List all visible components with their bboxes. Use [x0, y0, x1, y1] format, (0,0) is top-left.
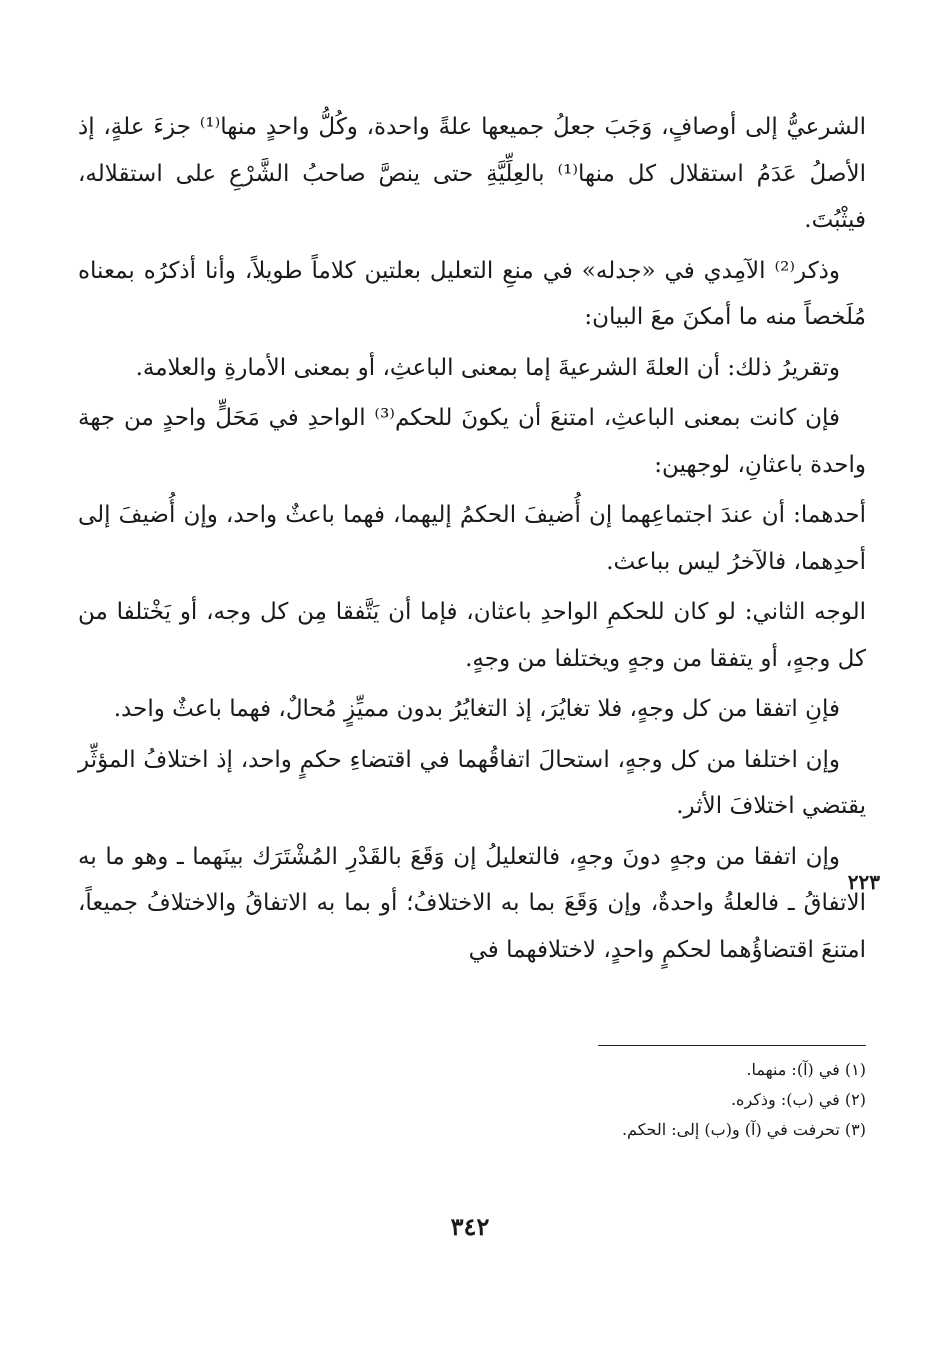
paragraph-8: وإن اختلفا من كل وجهٍ، استحالَ اتفاقُهما في اقتضاءِ حكمٍ واحد، إذ اختلافُ المؤثِّر يقتضي اختلافَ الأثر. — [78, 746, 866, 819]
footnote-2: (٢) في (ب): وذكره. — [730, 1090, 866, 1109]
main-text — [78, 104, 866, 977]
paragraph-3: وتقريرُ ذلك: أن العلةَ الشرعيةَ إما بمعنى الباعثِ، أو بمعنى الأمارةِ والعلامة. — [135, 354, 840, 381]
footnote-divider — [598, 1045, 866, 1046]
paragraph-4: فإن كانت بمعنى الباعثِ، امتنعَ أن يكونَ للحكم⁽³⁾ الواحدِ في مَحَلٍّ واحدٍ من جهة واحدة باعثانِ، لوجهين: — [78, 405, 866, 478]
paragraph-1: الشرعيُّ إلى أوصافٍ، وَجَبَ جعلُ جميعها علةً واحدة، وكُلُّ واحدٍ منها⁽¹⁾ جزءَ علةٍ، إذ الأصلُ عَدَمُ استقلال كل منها⁽¹⁾ بالعِلِّيَّةِ حتى ينصَّ صاحبُ الشَّرْعِ على استقلاله، فيثْبُتَ. — [78, 114, 866, 233]
footnotes — [400, 1055, 866, 1145]
page-number: ٣٤٢ — [450, 1212, 490, 1241]
footnote-1: (١) في (آ): منهما. — [746, 1060, 866, 1079]
paragraph-7: فإنِ اتفقا من كل وجهٍ، فلا تغايُرَ، إذ التغايُرُ بدون مميِّزٍ مُحالٌ، فهما باعثٌ واحد. — [113, 696, 840, 722]
paragraph-6: الوجه الثاني: لو كان للحكمِ الواحدِ باعثان، فإما أن يَتَّفقا مِن كل وجه، أو يَخْتلفا من كل وجهٍ، أو يتفقا من وجهٍ ويختلفا من وجهٍ. — [78, 599, 866, 672]
footnote-3: (٣) تحرفت في (آ) و(ب) إلى: الحكم. — [621, 1120, 866, 1139]
paragraph-2: وذكر⁽²⁾ الآمِدي في «جدله» في منعِ التعليل بعلتين كلاماً طويلاً، وأنا أذكرُه بمعناه مُلَخصاً منه ما أمكنَ معَ البيان: — [78, 257, 866, 330]
paragraph-9: وإن اتفقا من وجهٍ دونَ وجهٍ، فالتعليلُ إن وَقَعَ بالقَدْرِ المُشْتَرَك بينَهما ـ وهو ما به الاتفاقُ ـ فالعلةُ واحدةٌ، وإن وَقَعَ بما به الاختلافُ؛ أو بما به الاتفاقُ والاختلافُ جميعاً، امتنعَ اقتضاؤُهما لحكمٍ واحدٍ، لاختلافهما في — [78, 843, 866, 963]
paragraph-5: أحدهما: أن عندَ اجتماعِهما إن أُضيفَ الحكمُ إليهما، فهما باعثٌ واحد، وإن أُضيفَ إلى أحدِهما، فالآخرُ ليس بباعث. — [78, 502, 866, 575]
margin-reference-number: ٢٢٣ — [847, 870, 880, 894]
